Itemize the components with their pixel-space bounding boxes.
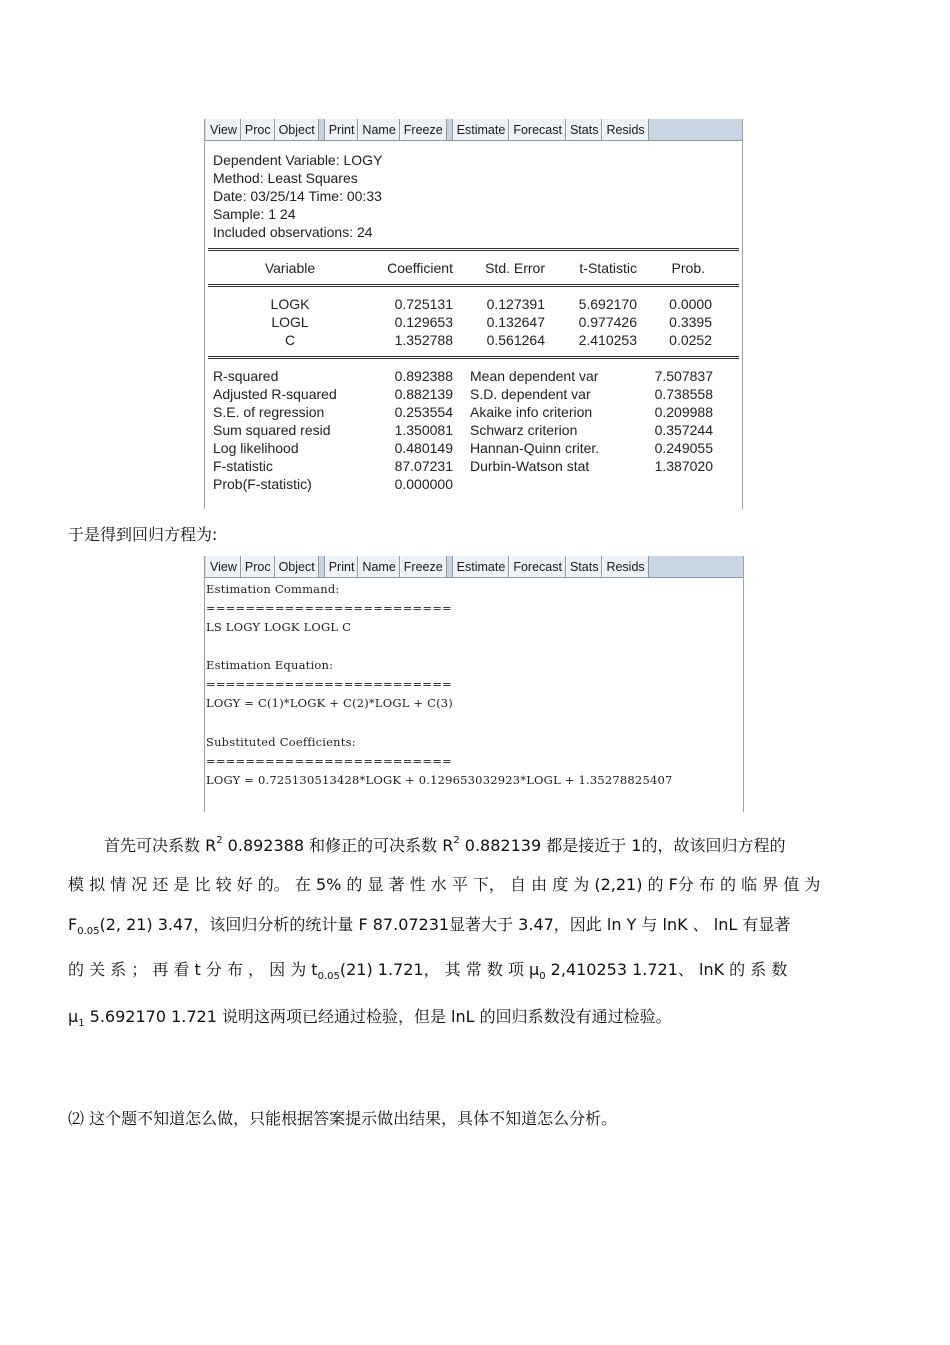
- table-rule: [208, 356, 739, 359]
- separator-line: =========================: [206, 754, 452, 768]
- col-variable: Variable: [264, 260, 316, 276]
- resids-button[interactable]: Resids: [602, 556, 648, 577]
- forecast-button[interactable]: Forecast: [509, 119, 566, 140]
- print-button[interactable]: Print: [325, 556, 359, 577]
- analysis-line-3: $F_{0.05}(2$, 21) 3.47，该回归分析的统计量 F 87.07231显著大于 3.47，因此 ln Y 与 lnK 、 lnL 有显著: [68, 915, 791, 937]
- row-t-statistic: 0.977426: [578, 314, 637, 330]
- table-rule: [208, 248, 739, 251]
- stat-value: 0.209988: [654, 404, 713, 420]
- analysis-line-4: 的 关 系 ； 再 看 t 分 布 ， 因 为 $t_{0.05}(21)$ 1.721， 其 常 数 项 $\mu_0$ 2,410253 1.721、 lnK 的 系 数: [68, 960, 788, 982]
- freeze-button[interactable]: Freeze: [400, 119, 447, 140]
- stat-label: Mean dependent var: [470, 368, 599, 384]
- object-button[interactable]: Object: [275, 119, 319, 140]
- stat-label: Prob(F-statistic): [213, 476, 312, 492]
- print-button[interactable]: Print: [325, 119, 359, 140]
- stat-value: 0.253554: [394, 404, 453, 420]
- row-coefficient: 0.129653: [394, 314, 453, 330]
- header-sample: Sample: 1 24: [213, 206, 296, 222]
- object-button[interactable]: Object: [275, 556, 319, 577]
- representations-toolbar: [205, 556, 743, 578]
- resids-button[interactable]: Resids: [602, 119, 648, 140]
- row-prob: 0.0000: [669, 296, 712, 312]
- analysis-line-2: 模 拟 情 况 还 是 比 较 好 的。 在 5% 的 显 著 性 水 平 下， 自 由 度 为 (2,21) 的 F分 布 的 临 界 值 为: [68, 875, 821, 894]
- header-method: Method: Least Squares: [213, 170, 358, 186]
- substituted-equation: LOGY = 0.725130513428*LOGK + 0.129653032923*LOGL + 1.35278825407: [206, 773, 673, 787]
- stat-value: 7.507837: [654, 368, 713, 384]
- view-button[interactable]: View: [206, 119, 241, 140]
- stat-label: R-squared: [213, 368, 279, 384]
- row-std-error: 0.132647: [486, 314, 545, 330]
- forecast-button[interactable]: Forecast: [509, 556, 566, 577]
- row-t-statistic: 5.692170: [578, 296, 637, 312]
- proc-button[interactable]: Proc: [241, 556, 275, 577]
- stat-label: S.E. of regression: [213, 404, 325, 420]
- stat-label: Adjusted R-squared: [213, 386, 337, 402]
- analysis-line-1: 首先可决系数 $R^2$ 0.892388 和修正的可决系数 $R^2$ 0.882139 都是接近于 1的，故该回归方程的: [104, 835, 786, 855]
- stat-value: 1.350081: [394, 422, 453, 438]
- stat-value: 0.000000: [394, 476, 453, 492]
- col-prob: Prob.: [671, 260, 705, 276]
- estimation-equation: LOGY = C(1)*LOGK + C(2)*LOGL + C(3): [206, 696, 453, 710]
- name-button[interactable]: Name: [358, 556, 399, 577]
- proc-button[interactable]: Proc: [241, 119, 275, 140]
- stat-value: 0.357244: [654, 422, 713, 438]
- row-std-error: 0.561264: [486, 332, 545, 348]
- stat-label: S.D. dependent var: [470, 386, 591, 402]
- row-variable: LOGK: [270, 296, 310, 312]
- stat-value: 0.882139: [394, 386, 453, 402]
- stat-value: 0.480149: [394, 440, 453, 456]
- regression-output: [205, 141, 742, 507]
- stat-label: Schwarz criterion: [470, 422, 578, 438]
- header-dependent-variable: Dependent Variable: LOGY: [213, 152, 383, 168]
- row-variable: C: [284, 332, 296, 348]
- stat-value: 0.249055: [654, 440, 713, 456]
- row-prob: 0.0252: [669, 332, 712, 348]
- analysis-line-5: $\mu_1$ 5.692170 1.721 说明这两项已经通过检验，但是 lnL 的回归系数没有通过检验。: [68, 1007, 672, 1029]
- col-t-statistic: t-Statistic: [579, 260, 637, 276]
- stat-label: F-statistic: [213, 458, 273, 474]
- estimation-command: LS LOGY LOGK LOGL C: [206, 620, 352, 634]
- estimate-button[interactable]: Estimate: [453, 556, 510, 577]
- stats-button[interactable]: Stats: [566, 556, 603, 577]
- col-std-error: Std. Error: [485, 260, 545, 276]
- stat-label: Hannan-Quinn criter.: [470, 440, 600, 456]
- equation-toolbar: [205, 119, 742, 141]
- row-t-statistic: 2.410253: [578, 332, 637, 348]
- separator-line: =========================: [206, 601, 452, 615]
- col-coefficient: Coefficient: [387, 260, 453, 276]
- substituted-coefficients-heading: Substituted Coefficients:: [206, 735, 356, 749]
- stat-value: 87.07231: [394, 458, 453, 474]
- estimation-equation-heading: Estimation Equation:: [206, 658, 334, 672]
- header-observations: Included observations: 24: [213, 224, 373, 240]
- view-button[interactable]: View: [206, 556, 241, 577]
- stat-value: 0.738558: [654, 386, 713, 402]
- separator-line: =========================: [206, 677, 452, 691]
- stat-value: 1.387020: [654, 458, 713, 474]
- estimation-command-heading: Estimation Command:: [206, 582, 340, 596]
- row-prob: 0.3395: [669, 314, 712, 330]
- row-coefficient: 0.725131: [394, 296, 453, 312]
- freeze-button[interactable]: Freeze: [400, 556, 447, 577]
- stat-label: Durbin-Watson stat: [470, 458, 590, 474]
- question-2-text: ⑵ 这个题不知道怎么做，只能根据答案提示做出结果，具体不知道怎么分析。: [68, 1109, 618, 1128]
- equation-window: [204, 119, 743, 509]
- representations-text: [205, 578, 743, 810]
- caption-text: 于是得到回归方程为:: [68, 525, 218, 544]
- row-std-error: 0.127391: [486, 296, 545, 312]
- row-coefficient: 1.352788: [394, 332, 453, 348]
- name-button[interactable]: Name: [358, 119, 399, 140]
- row-variable: LOGL: [271, 314, 309, 330]
- header-date: Date: 03/25/14 Time: 00:33: [213, 188, 382, 204]
- estimate-button[interactable]: Estimate: [453, 119, 510, 140]
- representations-window: [204, 556, 744, 812]
- stat-value: 0.892388: [394, 368, 453, 384]
- stats-button[interactable]: Stats: [566, 119, 603, 140]
- stat-label: Log likelihood: [213, 440, 299, 456]
- stat-label: Sum squared resid: [213, 422, 331, 438]
- stat-label: Akaike info criterion: [470, 404, 593, 420]
- table-rule: [208, 284, 739, 287]
